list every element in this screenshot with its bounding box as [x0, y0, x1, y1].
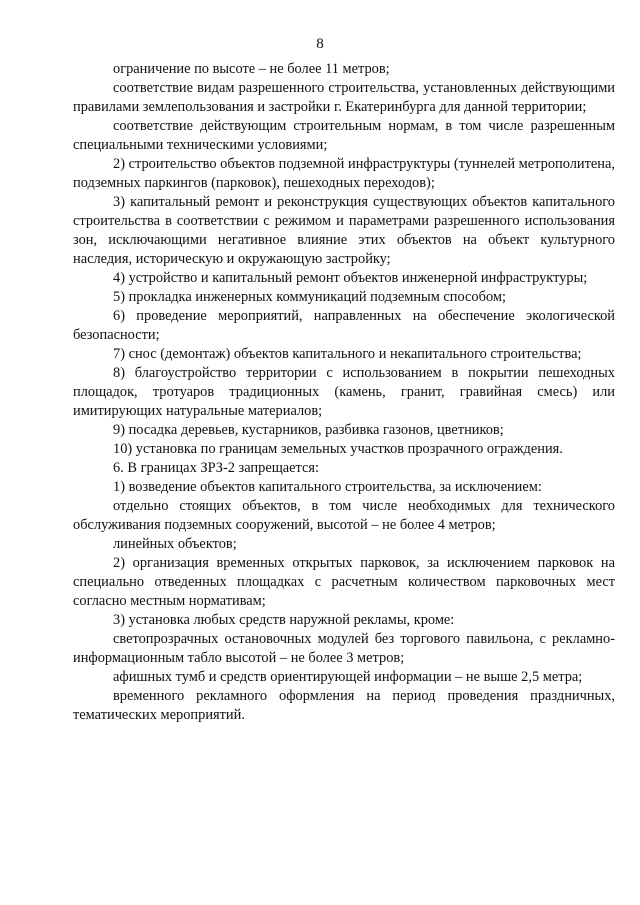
paragraph: 6) проведение мероприятий, направленных на обеспечение экологической безопасности; — [73, 308, 615, 343]
paragraph: 8) благоустройство территории с использованием в покрытии пешеходных площадок, тротуаров традиционных (камень, гранит, гравийная смесь) или имитирующих натуральные материалов; — [73, 365, 615, 419]
paragraph: 10) установка по границам земельных участков прозрачного ограждения. — [113, 441, 563, 457]
page-number: 8 — [316, 36, 324, 52]
paragraph: 1) возведение объектов капитального строительства, за исключением: — [113, 479, 542, 495]
document-body — [73, 60, 615, 725]
paragraph: соответствие действующим строительным нормам, в том числе разрешенным специальными техническими условиями; — [73, 118, 615, 153]
paragraph: 3) капитальный ремонт и реконструкция существующих объектов капитального строительства в соответствии с режимом и параметрами разрешенного использования зон, исключающими негативное влияние этих объектов на объект культурного наследия, историческую и окружающую застройку; — [73, 194, 615, 267]
paragraph: 5) прокладка инженерных коммуникаций подземным способом; — [113, 289, 506, 305]
paragraph: ограничение по высоте – не более 11 метров; — [113, 61, 390, 77]
paragraph: светопрозрачных остановочных модулей без торгового павильона, с рекламно-информационным табло высотой – не более 3 метров; — [73, 631, 615, 666]
paragraph: временного рекламного оформления на период проведения праздничных, тематических мероприятий. — [73, 688, 615, 723]
paragraph: 6. В границах ЗРЗ-2 запрещается: — [113, 460, 320, 476]
paragraph: 2) строительство объектов подземной инфраструктуры (туннелей метрополитена, подземных паркингов (парковок), пешеходных переходов); — [73, 156, 615, 191]
paragraph: соответствие видам разрешенного строительства, установленных действующими правилами землепользования и застройки г. Екатеринбурга для данной территории; — [73, 80, 615, 115]
paragraph: 9) посадка деревьев, кустарников, разбивка газонов, цветников; — [113, 422, 504, 438]
paragraph: 7) снос (демонтаж) объектов капитального и некапитального строительства; — [113, 346, 582, 362]
paragraph: 4) устройство и капитальный ремонт объектов инженерной инфраструктуры; — [113, 270, 588, 286]
paragraph: афишных тумб и средств ориентирующей информации – не выше 2,5 метра; — [113, 669, 583, 685]
paragraph: 3) установка любых средств наружной рекламы, кроме: — [113, 612, 455, 628]
paragraph: 2) организация временных открытых парковок, за исключением парковок на специально отведенных площадках с расчетным количеством парковочных мест согласно местным нормативам; — [73, 555, 615, 609]
paragraph: линейных объектов; — [113, 536, 237, 552]
paragraph: отдельно стоящих объектов, в том числе необходимых для технического обслуживания подземных сооружений, высотой – не более 4 метров; — [73, 498, 615, 533]
